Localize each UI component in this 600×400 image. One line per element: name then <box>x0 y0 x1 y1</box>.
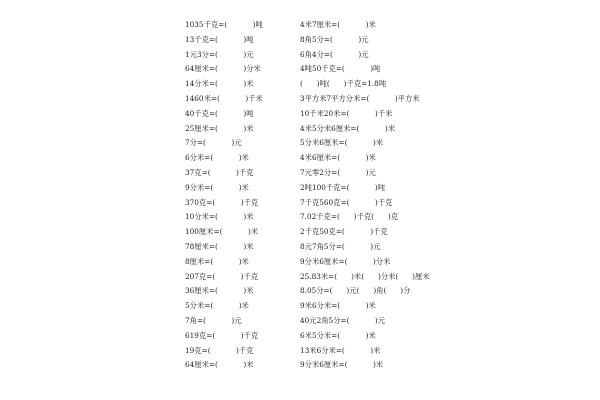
left-conversion-line: 1元3分=( )元 <box>185 49 254 59</box>
right-conversion-line: 8.05分=( )元( )角( )分 <box>300 286 411 296</box>
left-conversion-line: 207克=( )千克 <box>185 271 259 281</box>
left-conversion-line: 100厘米=( )米 <box>185 227 259 237</box>
left-conversion-line: 1460米=( )千米 <box>185 93 263 103</box>
left-conversion-line: 25厘米=( )米 <box>185 123 254 133</box>
left-conversion-line: 619克=( )千克 <box>185 330 259 340</box>
right-conversion-line: 2千克50克=( )千克 <box>300 227 388 237</box>
left-conversion-line: 7分=( )元 <box>185 138 242 148</box>
right-conversion-line: 7元零2分=( )元 <box>300 167 376 177</box>
right-conversion-line: 4米6厘米=( )米 <box>300 153 376 163</box>
right-conversion-line: 9分米6厘米=( )分米 <box>300 256 391 266</box>
left-conversion-line: 19克=( )千克 <box>185 345 254 355</box>
right-conversion-line: 7.02千克=( )千克( )克 <box>300 212 399 222</box>
right-conversion-line: 9米6分米=( )米 <box>300 301 376 311</box>
left-conversion-line: 78厘米=( )米 <box>185 241 254 251</box>
left-conversion-line: 1035千克=( )吨 <box>185 20 263 29</box>
left-column <box>185 18 280 373</box>
left-conversion-line: 8厘米=( )米 <box>185 256 249 266</box>
right-conversion-line: 2吨100千克=( )吨 <box>300 182 386 192</box>
left-conversion-line: 14分米=( )米 <box>185 79 254 89</box>
left-conversion-line: 37克=( )千克 <box>185 167 254 177</box>
right-conversion-line: 3平方米7平方分米=( )平方米 <box>300 93 420 103</box>
left-conversion-line: 40千克=( )吨 <box>185 108 254 118</box>
right-conversion-line: 8角5分=( )元 <box>300 34 369 44</box>
right-conversion-line: 4吨50千克=( )吨 <box>300 64 381 74</box>
left-conversion-line: 64厘米=( )分米 <box>185 64 261 74</box>
left-conversion-line: 64厘米=( )米 <box>185 360 254 370</box>
right-conversion-line: 5分米6厘米=( )米 <box>300 138 384 148</box>
left-conversion-line: 10分米=( )米 <box>185 212 254 222</box>
right-conversion-line: 25.83米=( )米( )分米( )厘米 <box>300 271 430 281</box>
right-conversion-line: 8元7角5分=( )元 <box>300 241 381 251</box>
right-conversion-line: 9分米6厘米=( )米 <box>300 360 384 370</box>
right-conversion-line: 6米5分米=( )米 <box>300 330 376 340</box>
left-conversion-line: 13千克=( )吨 <box>185 34 254 44</box>
right-conversion-line: 40元2角5分=( )元 <box>300 315 386 325</box>
left-conversion-line: 5分米=( )米 <box>185 301 249 311</box>
right-conversion-line: 4米7厘米=( )米 <box>300 20 376 29</box>
left-conversion-line: 370克=( )千克 <box>185 197 259 207</box>
left-conversion-line: 9分米=( )米 <box>185 182 249 192</box>
right-conversion-line: 4米5分米6厘米=( )米 <box>300 123 396 133</box>
left-conversion-line: 36厘米=( )米 <box>185 286 254 296</box>
right-conversion-line: ( )吨( )千克=1.8吨 <box>300 79 387 89</box>
left-conversion-line: 7角=( )元 <box>185 315 242 325</box>
right-column <box>300 18 440 373</box>
right-conversion-line: 7千克560克=( )千克 <box>300 197 393 207</box>
right-conversion-line: 13米6分米=( )米 <box>300 345 381 355</box>
right-conversion-line: 10千米20米=( )千米 <box>300 108 393 118</box>
left-conversion-line: 6分米=( )米 <box>185 153 249 163</box>
right-conversion-line: 6角4分=( )元 <box>300 49 369 59</box>
